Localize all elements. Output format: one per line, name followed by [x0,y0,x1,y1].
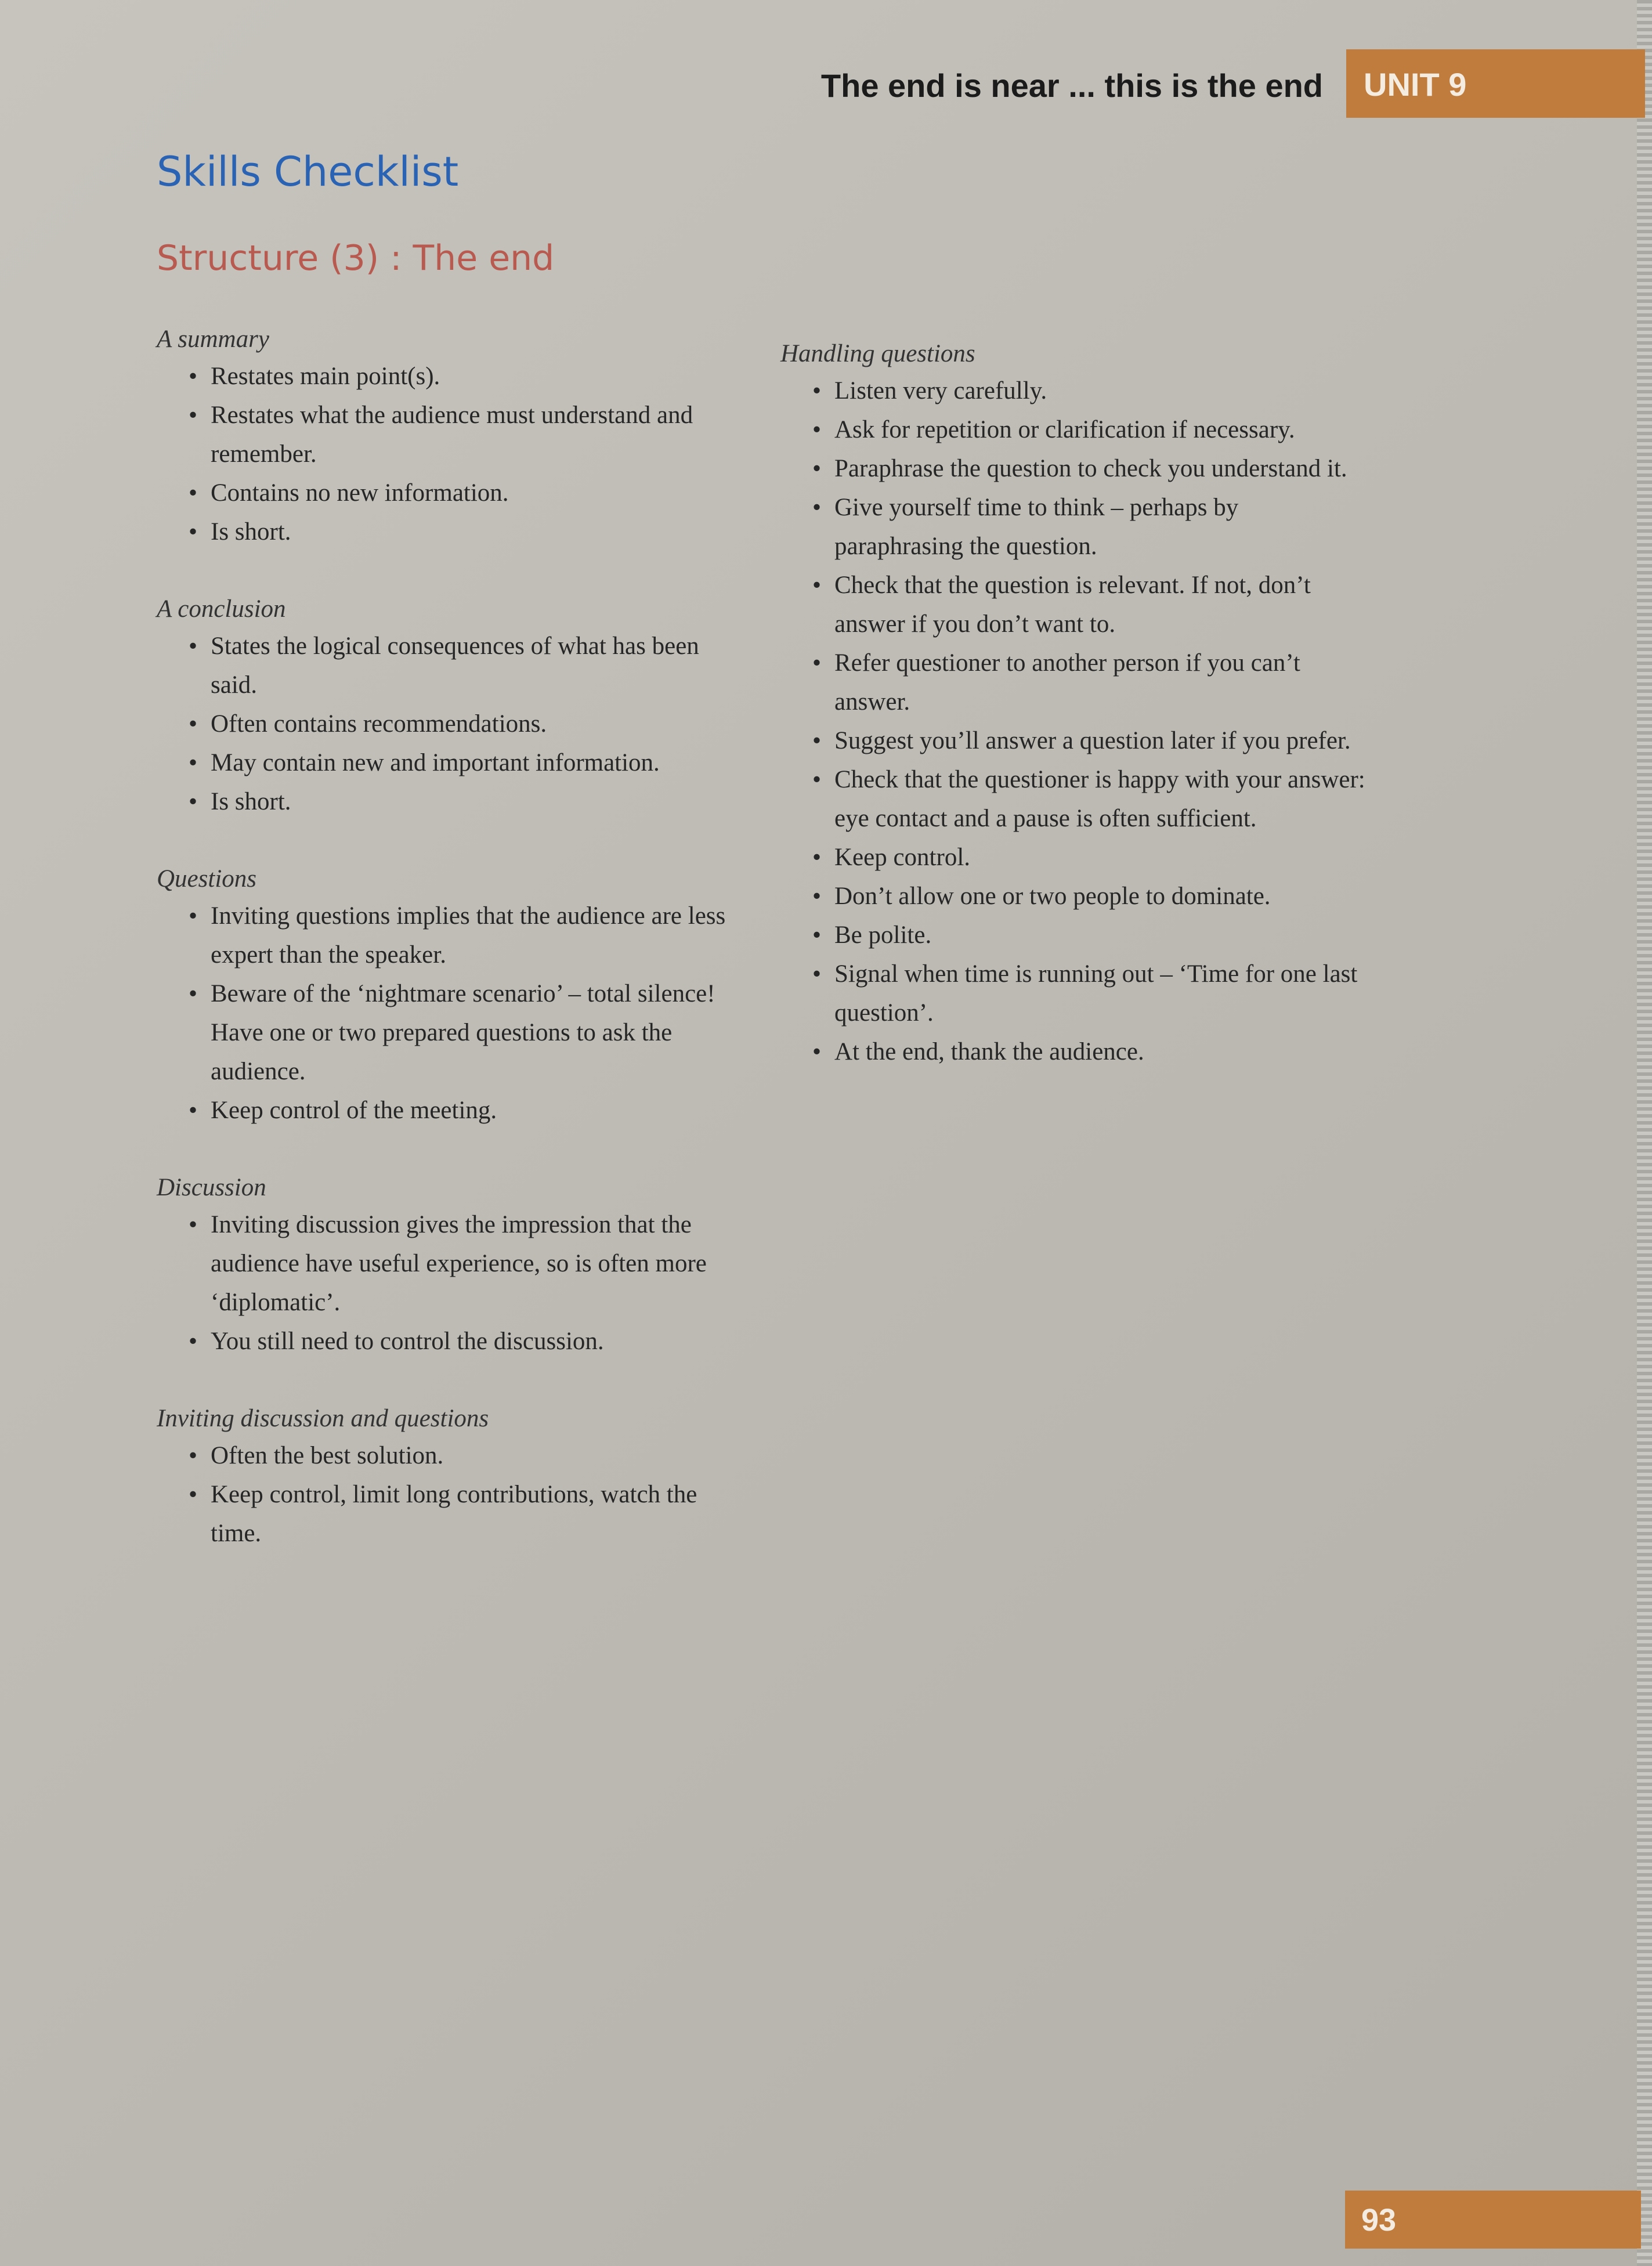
checklist-items [157,1436,743,1553]
unit-label: UNIT 9 [1364,66,1467,103]
page-header [801,49,1645,118]
checklist-item: • Keep control of the meeting. [189,1091,743,1130]
checklist-item: • Check that the questioner is happy with your answer: eye contact and a pause is often sufficient. [812,760,1367,838]
checklist-items [157,1205,743,1361]
section-title: Inviting discussion and questions [157,1405,489,1432]
checklist-item: • Is short. [189,782,743,821]
checklist-item: • Ask for repetition or clarification if necessary. [812,410,1367,449]
section-title: Handling questions [780,340,975,367]
checklist-item: • Check that the question is relevant. If not, don’t answer if you don’t want to. [812,566,1367,644]
checklist-item: • Often the best solution. [189,1436,743,1475]
structure-heading: Structure (3) : The end [157,238,555,279]
checklist-section [157,322,743,551]
checklist-section [157,592,743,821]
checklist-items [157,357,743,551]
checklist-item: • Be polite. [812,916,1367,955]
section-title: A summary [157,326,269,353]
checklist-item: • Keep control, limit long contributions, watch the time. [189,1475,743,1553]
checklist-item: • Restates main point(s). [189,357,743,396]
skills-checklist-heading: Skills Checklist [157,148,459,196]
unit-tab [1346,49,1645,118]
section-title: Questions [157,865,256,892]
section-title: A conclusion [157,595,286,623]
checklist-item: • Suggest you’ll answer a question later if you prefer. [812,721,1367,760]
page-number-tab [1345,2191,1641,2249]
checklist-item: • Refer questioner to another person if you can’t answer. [812,644,1367,721]
checklist-section [157,1170,743,1361]
page-edge [1637,0,1652,2266]
checklist-item: • States the logical consequences of what has been said. [189,627,743,704]
checklist-item: • Listen very carefully. [812,371,1367,410]
page-number: 93 [1361,2203,1397,2238]
left-column [157,322,743,1593]
checklist-section [780,337,1367,1071]
checklist-item: • Is short. [189,512,743,551]
checklist-item: • Inviting discussion gives the impression that the audience have useful experience, so is often more ‘diplomatic’. [189,1205,743,1322]
checklist-section [157,1401,743,1553]
checklist-item: • Often contains recommendations. [189,704,743,743]
checklist-item: • You still need to control the discussion. [189,1322,743,1361]
checklist-items [157,897,743,1130]
checklist-item: • Keep control. [812,838,1367,877]
checklist-item: • Restates what the audience must understand and remember. [189,396,743,474]
checklist-item: • Inviting questions implies that the audience are less expert than the speaker. [189,897,743,974]
checklist-item: • Paraphrase the question to check you understand it. [812,449,1367,488]
checklist-item: • Don’t allow one or two people to dominate. [812,877,1367,916]
right-column [780,337,1367,1112]
checklist-item: • Beware of the ‘nightmare scenario’ – total silence! Have one or two prepared questions to ask the audience. [189,974,743,1091]
checklist-items [780,371,1367,1071]
checklist-item: • Signal when time is running out – ‘Time for one last question’. [812,955,1367,1032]
checklist-item: • Contains no new information. [189,474,743,512]
checklist-items [157,627,743,821]
section-title: Discussion [157,1174,266,1201]
checklist-item: • At the end, thank the audience. [812,1032,1367,1071]
checklist-item: • Give yourself time to think – perhaps by paraphrasing the question. [812,488,1367,566]
checklist-item: • May contain new and important information. [189,743,743,782]
checklist-section [157,862,743,1130]
chapter-title: The end is near ... this is the end [820,67,1323,104]
